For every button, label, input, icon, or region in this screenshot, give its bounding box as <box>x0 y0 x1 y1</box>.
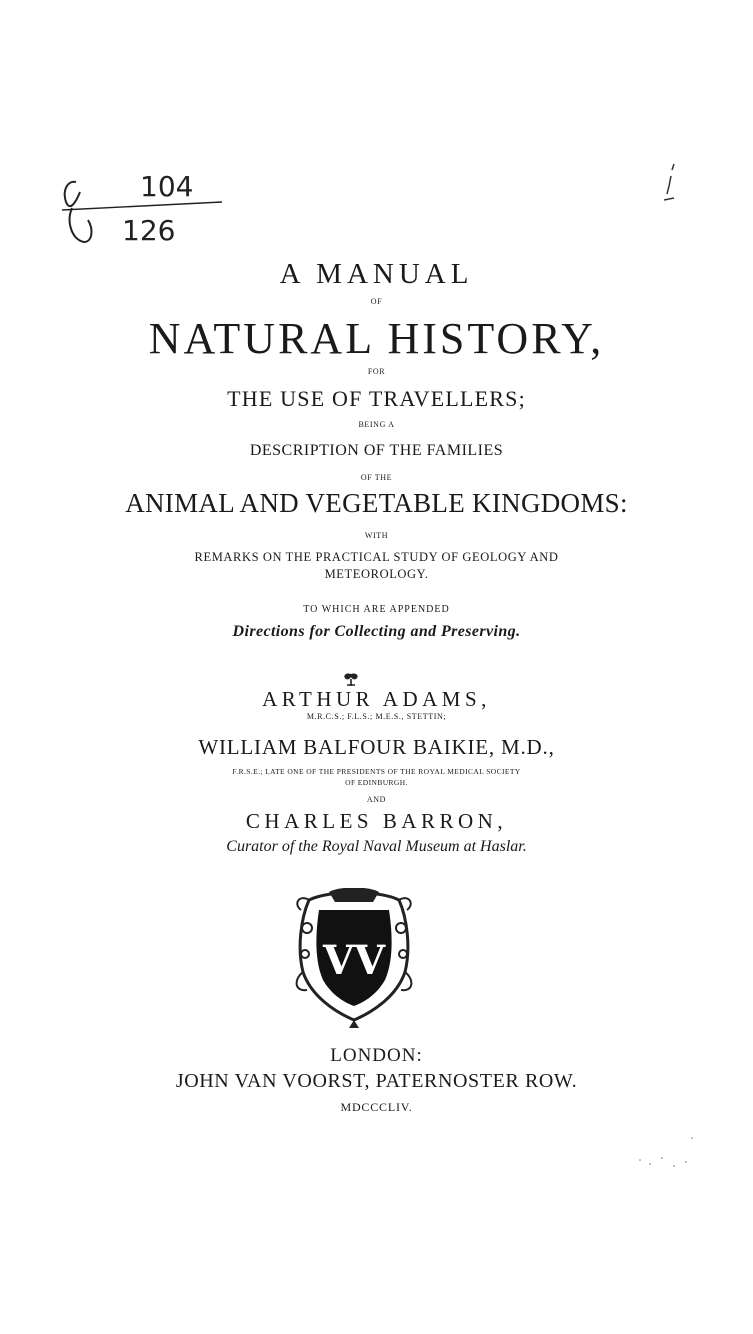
connector-with: WITH <box>364 531 389 540</box>
author-adams-name: ARTHUR ADAMS, <box>262 687 491 711</box>
remarks-line-2: METEOROLOGY. <box>324 567 429 581</box>
connector-of-the: OF THE <box>360 473 393 482</box>
author-baikie-name: WILLIAM BALFOUR BAIKIE, M.D., <box>198 735 555 759</box>
imprint-city: LONDON: <box>330 1045 423 1066</box>
title-line-2: NATURAL HISTORY, <box>148 314 605 363</box>
title-line-4: ANIMAL AND VEGETABLE KINGDOMS: <box>125 488 628 518</box>
margin-pencil-mark <box>660 160 682 208</box>
handwritten-library-mark <box>62 162 232 254</box>
author-adams-credentials: M.R.C.S.; F.L.S.; M.E.S., STETTIN; <box>306 712 447 721</box>
connector-of: OF <box>370 297 383 306</box>
imprint-publisher: JOHN VAN VOORST, PATERNOSTER ROW. <box>175 1070 578 1092</box>
svg-text:VV: VV <box>322 937 386 984</box>
directions-blackletter-line: Directions for Collecting and Preserving. <box>232 623 521 640</box>
connector-and: AND <box>366 795 387 804</box>
author-baikie-credentials-line-1: F.R.S.E.; LATE ONE OF THE PRESIDENTS OF THE ROYAL MEDICAL SOCIETY <box>232 767 521 776</box>
svg-text:126: 126 <box>122 214 176 247</box>
imprint-year: MDCCCLIV. <box>340 1100 413 1114</box>
connector-for: FOR <box>367 367 386 376</box>
remarks-line-1: REMARKS ON THE PRACTICAL STUDY OF GEOLOGY AND <box>194 550 559 564</box>
title-line-1: A MANUAL <box>279 258 474 290</box>
author-barron-title: Curator of the Royal Naval Museum at Haslar. <box>226 838 527 855</box>
connector-being-a: BEING A <box>358 420 395 429</box>
svg-text:104: 104 <box>140 170 194 203</box>
description-line: DESCRIPTION OF THE FAMILIES <box>249 442 504 459</box>
title-line-3: THE USE OF TRAVELLERS; <box>227 386 526 411</box>
author-baikie-credentials-line-2: OF EDINBURGH. <box>345 778 408 787</box>
appended-line: TO WHICH ARE APPENDED <box>303 604 450 615</box>
publisher-device-shield-icon <box>289 888 419 1028</box>
margin-specks <box>630 1130 710 1180</box>
author-barron-name: CHARLES BARRON, <box>245 809 508 833</box>
